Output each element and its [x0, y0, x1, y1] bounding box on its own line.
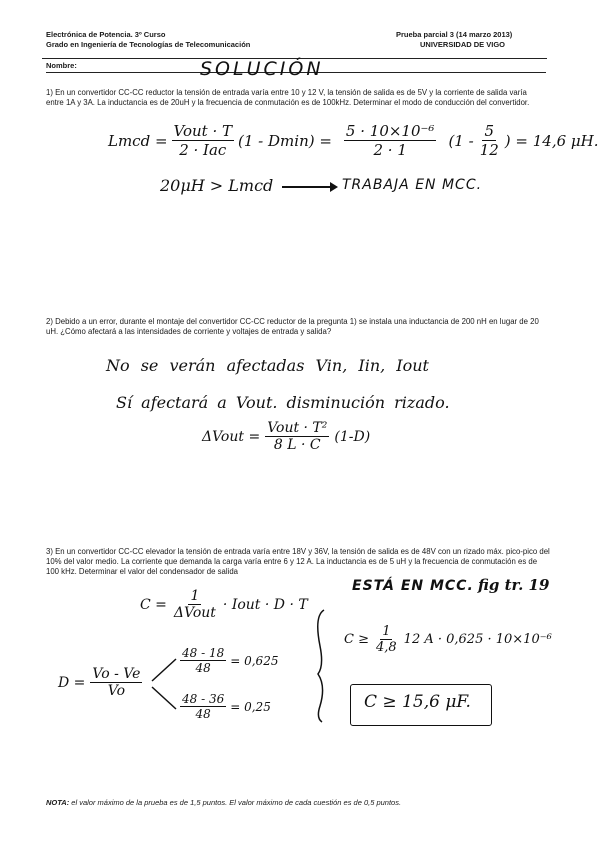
name-value: SOLUCIÓN — [200, 58, 324, 80]
q3-d-formula — [58, 666, 142, 699]
q2-eq-tail: (1-D) — [334, 428, 371, 445]
q3-ineq-numerator: 1 — [382, 624, 391, 639]
q3-d-denominator: Vo — [107, 683, 126, 699]
q3-c-tail: · Iout · D · T — [222, 596, 308, 613]
q3-d2-fraction — [180, 692, 226, 721]
q2-line-1: No se verán afectadas Vin, Iin, Iout — [106, 356, 429, 375]
q2-eq-numerator: Vout · T² — [267, 420, 328, 436]
q3-d-max — [180, 646, 278, 675]
q3-c-formula — [140, 588, 308, 621]
exam-title: Prueba parcial 3 (14 marzo 2013) — [396, 30, 513, 39]
q1-f3-numerator: 5 — [484, 122, 494, 140]
q1-f3-denominator: 12 — [479, 141, 499, 159]
q3-d1-numerator: 48 - 18 — [182, 646, 225, 660]
q2-eq-denominator: 8 L · C — [273, 437, 321, 453]
question-3-text: 3) En un convertidor CC-CC elevador la tensión de entrada varía entre 18V y 36V, la tensión de salida es de 48V con un rizado máx. pico-pico del 10% del valor medio. La corriente que demanda la carga varía entre 6 y 12 A. La inductancia es de 5 uH y la frecuencia de conmutación es de 100 kHz. Determinar el valor del condensador de salida — [46, 547, 550, 576]
footer-note — [46, 798, 401, 807]
q3-c-numerator: 1 — [190, 588, 200, 604]
university-name: UNIVERSIDAD DE VIGO — [420, 40, 506, 49]
q3-ineq-tail: 12 A · 0,625 · 10×10⁻⁶ — [403, 632, 552, 647]
q3-d1-fraction — [180, 646, 226, 675]
q3-d2-value: = 0,25 — [230, 699, 271, 714]
q3-ineq-fraction — [374, 624, 399, 655]
q1-f3-pre: (1 - — [448, 131, 474, 150]
separator-bracket — [306, 606, 330, 726]
q3-ineq-denominator: 4,8 — [375, 640, 397, 655]
arrow-right-icon — [330, 182, 338, 192]
q3-d-min — [180, 692, 271, 721]
q1-fraction-3 — [478, 122, 501, 159]
q3-d2-denominator: 48 — [195, 707, 211, 721]
q3-mcc-reference: fig tr. 19 — [478, 576, 550, 594]
q3-d1-denominator: 48 — [195, 661, 211, 675]
degree-title: Grado en Ingeniería de Tecnologías de Telecomunicación — [46, 40, 251, 49]
q3-c-fraction — [172, 588, 218, 621]
q2-fraction — [265, 420, 329, 453]
q2-line-2: Sí afectará a Vout. disminución rizado. — [116, 393, 450, 412]
q1-equation — [108, 122, 599, 159]
q1-f1-tail: (1 - Dmin) = — [238, 131, 332, 150]
course-title: Electrónica de Potencia. 3º Curso — [46, 30, 166, 39]
q1-f1-numerator: Vout · T — [173, 122, 233, 140]
q1-fraction-1 — [172, 122, 234, 159]
q1-f1-denominator: 2 · Iac — [179, 141, 227, 159]
q1-f3-post: ) = 14,6 μH. — [504, 131, 599, 150]
q3-c-lhs: C = — [140, 596, 167, 613]
q3-c-denominator: ΔVout — [173, 605, 216, 621]
q3-mcc-note: ESTÁ EN MCC. — [352, 578, 474, 594]
q3-inequality — [344, 624, 552, 655]
q2-equation — [202, 420, 370, 453]
q3-ineq-lhs: C ≥ — [344, 632, 369, 647]
q3-d-fraction — [90, 666, 142, 699]
q1-fraction-2 — [344, 122, 437, 159]
arrow-shaft — [282, 186, 334, 188]
q3-d-lhs: D = — [58, 674, 86, 691]
q1-conclusion-left: 20μH > Lmcd — [160, 176, 274, 195]
q3-d2-numerator: 48 - 36 — [182, 692, 225, 706]
q3-d1-value: = 0,625 — [230, 653, 279, 668]
branch-strokes — [146, 655, 182, 715]
q1-f2-numerator: 5 · 10×10⁻⁶ — [345, 122, 435, 140]
q3-d-numerator: Vo - Ve — [92, 666, 141, 682]
question-1-text: 1) En un convertidor CC-CC reductor la tensión de entrada varía entre 10 y 12 V, la tensión de salida es de 5V y la corriente de salida varía entre 1A y 3A. La inductancia es de 20uH y la frecuencia de conmutación es de 100kHz. Determinar el modo de conducción del convertidor. — [46, 88, 530, 107]
question-2-text: 2) Debido a un error, durante el montaje del convertidor CC-CC reductor de la pregunta 1) se instala una inductancia de 200 nH en lugar de 20 uH. ¿Cómo afectará a las intensidades de corriente y voltajes de entrada y salida? — [46, 317, 539, 336]
q1-conclusion-right: TRABAJA EN MCC. — [342, 177, 483, 193]
footer-note-text: el valor máximo de la prueba es de 1,5 puntos. El valor máximo de cada cuestión es de 0,5 puntos. — [69, 798, 402, 807]
q2-eq-lhs: ΔVout = — [202, 428, 261, 445]
name-label: Nombre: — [46, 61, 77, 70]
footer-note-label: NOTA: — [46, 798, 70, 807]
q1-lhs: Lmcd = — [108, 131, 168, 150]
q3-result: C ≥ 15,6 μF. — [364, 692, 471, 712]
q1-f2-denominator: 2 · 1 — [373, 141, 407, 159]
